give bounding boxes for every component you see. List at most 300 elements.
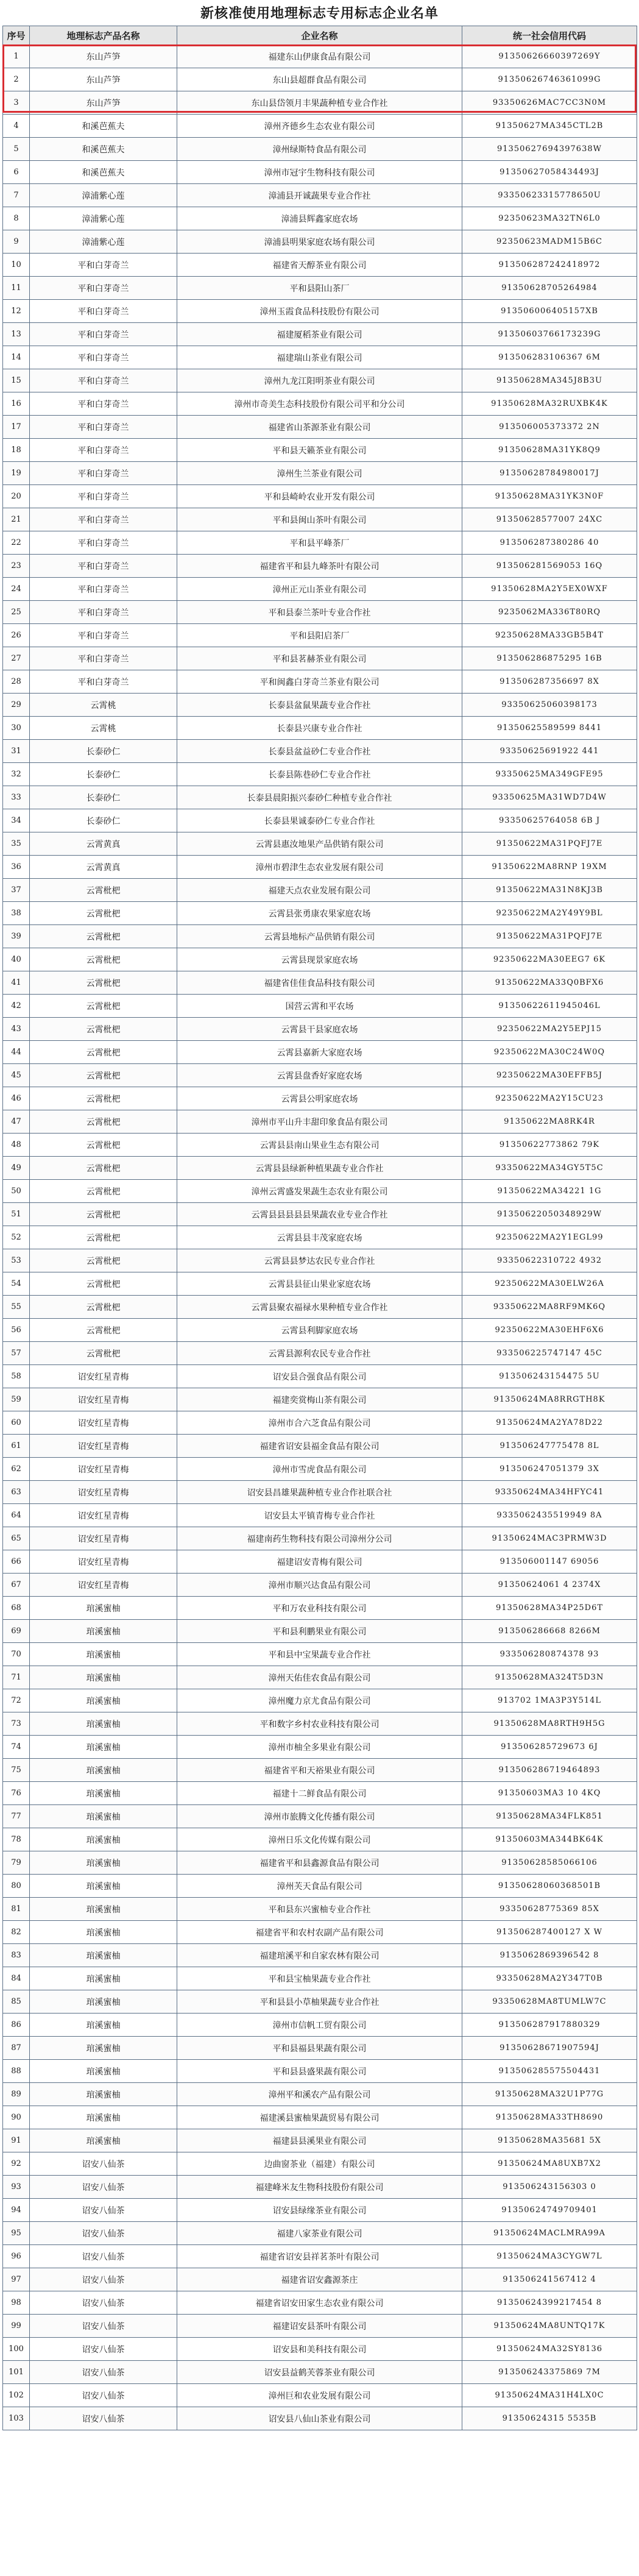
cell-product-name: 云霄桃 [30,717,177,740]
cell-credit-code: 91350628671907594J [462,2037,637,2060]
cell-index: 52 [3,1226,30,1249]
header-index: 序号 [3,26,30,45]
cell-index: 101 [3,2361,30,2384]
cell-product-name: 云霄枇杷 [30,971,177,995]
cell-company-name: 漳州市柚全多果业有限公司 [177,1736,462,1759]
cell-company-name: 平和县县小草柚果蔬专业合作社 [177,1990,462,2014]
table-header-row [3,26,637,45]
cell-credit-code: 92350622MA2Y49Y9BL [462,902,637,925]
cell-credit-code: 93350622MA8RF9MK6Q [462,1296,637,1319]
cell-credit-code: 91350624MA2YA78D22 [462,1411,637,1435]
cell-company-name: 平和县县盛果蔬有限公司 [177,2060,462,2083]
table-row [3,1064,637,1087]
cell-company-name: 漳州市信帆工贸有限公司 [177,2014,462,2037]
table-row [3,2361,637,2384]
cell-index: 55 [3,1296,30,1319]
cell-credit-code: 93350625764058 6B J [462,809,637,832]
cell-credit-code: 91350622MA31PQFJ7E [462,925,637,948]
cell-credit-code: 913506287242418972 [462,254,637,277]
cell-company-name: 福建峰米友生物科技股份有限公司 [177,2176,462,2199]
cell-index: 35 [3,832,30,856]
table-row [3,1481,637,1504]
cell-credit-code: 933506225747147 45C [462,1342,637,1365]
cell-credit-code: 913506283106367 6M [462,346,637,369]
cell-company-name: 福建十二鲜食品有限公司 [177,1782,462,1805]
cell-company-name: 福建省诏安县福金食品有限公司 [177,1435,462,1458]
cell-index: 43 [3,1018,30,1041]
cell-company-name: 福建省山茶源茶业有限公司 [177,416,462,439]
table-row [3,1990,637,2014]
table-row [3,832,637,856]
table-row [3,1666,637,1689]
cell-index: 37 [3,879,30,902]
cell-company-name: 福建瑞山茶业有限公司 [177,346,462,369]
cell-company-name: 漳州市雪虎食品有限公司 [177,1458,462,1481]
cell-index: 64 [3,1504,30,1527]
table-row [3,1388,637,1411]
cell-credit-code: 91350628MA31YK8Q9 [462,439,637,462]
cell-index: 88 [3,2060,30,2083]
cell-index: 6 [3,161,30,184]
table-row [3,879,637,902]
cell-index: 91 [3,2129,30,2152]
table-row [3,902,637,925]
table-row [3,508,637,531]
cell-credit-code: 91350628MA2Y5EX0WXF [462,578,637,601]
cell-company-name: 福建天点农业发展有限公司 [177,879,462,902]
cell-company-name: 诏安县和美科技有限公司 [177,2338,462,2361]
table-row [3,45,637,68]
cell-credit-code: 91350622MA33Q0BFX6 [462,971,637,995]
cell-index: 66 [3,1550,30,1574]
table-row [3,531,637,555]
cell-index: 7 [3,184,30,207]
cell-company-name: 平和县泰兰茶叶专业合作社 [177,601,462,624]
cell-product-name: 平和白芽奇兰 [30,647,177,670]
table-row [3,439,637,462]
cell-index: 12 [3,300,30,323]
cell-index: 96 [3,2245,30,2268]
cell-company-name: 东山县超群食品有限公司 [177,68,462,91]
table-row [3,2315,637,2338]
cell-product-name: 东山芦笋 [30,68,177,91]
cell-product-name: 琯溪蜜柚 [30,1990,177,2014]
cell-company-name: 漳州日乐文化传媒有限公司 [177,1828,462,1851]
cell-credit-code: 92350622MA2Y15CU23 [462,1087,637,1110]
cell-product-name: 琯溪蜜柚 [30,2106,177,2129]
table-row [3,786,637,809]
cell-index: 22 [3,531,30,555]
cell-credit-code: 913506281569053 16Q [462,555,637,578]
cell-credit-code: 913506287380286 40 [462,531,637,555]
cell-credit-code: 91350624399217454 8 [462,2291,637,2315]
cell-credit-code: 92350622MA30EFFB5J [462,1064,637,1087]
cell-company-name: 福建琯溪平和自家农林有限公司 [177,1944,462,1967]
cell-index: 28 [3,670,30,694]
table-row [3,670,637,694]
cell-credit-code: 91350624MA31H4LX0C [462,2384,637,2407]
table-row [3,416,637,439]
cell-company-name: 诏安县太平镇青梅专业合作社 [177,1504,462,1527]
table-row [3,184,637,207]
cell-company-name: 东山县岱领月丰果蔬种植专业合作社 [177,91,462,115]
cell-product-name: 琯溪蜜柚 [30,1921,177,1944]
cell-credit-code: 91350627058434493J [462,161,637,184]
cell-credit-code: 92350622MA30EEG7 6K [462,948,637,971]
cell-product-name: 平和白芽奇兰 [30,624,177,647]
cell-index: 42 [3,995,30,1018]
cell-product-name: 云霄黄真 [30,856,177,879]
cell-credit-code: 913506006405157XB [462,300,637,323]
cell-company-name: 漳州齐德乡生态农业有限公司 [177,115,462,138]
cell-credit-code: 93350626MAC7CC3N0M [462,91,637,115]
cell-credit-code: 91350628MA34P25D6T [462,1597,637,1620]
cell-company-name: 云霄县公明家庭农场 [177,1087,462,1110]
cell-product-name: 云霄枇杷 [30,1319,177,1342]
table-row [3,763,637,786]
cell-index: 32 [3,763,30,786]
cell-credit-code: 913506241567412 4 [462,2268,637,2291]
cell-product-name: 诏安八仙茶 [30,2222,177,2245]
cell-company-name: 福建省平和县鑫源食品有限公司 [177,1851,462,1875]
cell-product-name: 平和白芽奇兰 [30,277,177,300]
table-row [3,1550,637,1574]
table-row [3,138,637,161]
cell-product-name: 云霄枇杷 [30,1249,177,1272]
table-row [3,1921,637,1944]
cell-index: 51 [3,1203,30,1226]
cell-company-name: 平和县福县果蔬有限公司 [177,2037,462,2060]
cell-index: 56 [3,1319,30,1342]
cell-index: 97 [3,2268,30,2291]
cell-company-name: 福建省佳佳食品科技有限公司 [177,971,462,995]
cell-product-name: 东山芦笋 [30,91,177,115]
table-row [3,2152,637,2176]
cell-index: 50 [3,1180,30,1203]
cell-product-name: 平和白芽奇兰 [30,670,177,694]
cell-credit-code: 91350628MA34FLK851 [462,1805,637,1828]
table-row [3,1504,637,1527]
cell-index: 83 [3,1944,30,1967]
table-row [3,694,637,717]
cell-credit-code: 91350626660397269Y [462,45,637,68]
cell-credit-code: 91350624749709401 [462,2199,637,2222]
table-row [3,2060,637,2083]
cell-index: 80 [3,1875,30,1898]
cell-index: 9 [3,230,30,254]
cell-credit-code: 91350627MA345CTL2B [462,115,637,138]
cell-company-name: 漳州平和溪农产品有限公司 [177,2083,462,2106]
cell-product-name: 琯溪蜜柚 [30,1689,177,1712]
cell-credit-code: 91350603MA3 10 4KQ [462,1782,637,1805]
table-row [3,1689,637,1712]
cell-product-name: 诏安八仙茶 [30,2315,177,2338]
table-row [3,995,637,1018]
cell-index: 98 [3,2291,30,2315]
cell-product-name: 诏安红星青梅 [30,1550,177,1574]
table-row [3,925,637,948]
cell-credit-code: 91350628MA8RTH9H5G [462,1712,637,1736]
cell-company-name: 漳州魔力京尤食品有限公司 [177,1689,462,1712]
cell-company-name: 诏安县八仙山茶业有限公司 [177,2407,462,2430]
table-row [3,462,637,485]
table-row [3,1134,637,1157]
cell-index: 26 [3,624,30,647]
cell-credit-code: 913506243156303 0 [462,2176,637,2199]
cell-product-name: 漳浦紫心莲 [30,184,177,207]
cell-company-name: 漳浦县明果家庭农场有限公司 [177,230,462,254]
cell-index: 23 [3,555,30,578]
table-row [3,578,637,601]
cell-product-name: 琯溪蜜柚 [30,1967,177,1990]
cell-index: 85 [3,1990,30,2014]
cell-credit-code: 913506247051379 3X [462,1458,637,1481]
cell-index: 77 [3,1805,30,1828]
cell-index: 53 [3,1249,30,1272]
cell-credit-code: 91350626746361099G [462,68,637,91]
cell-index: 36 [3,856,30,879]
cell-product-name: 诏安八仙茶 [30,2407,177,2430]
cell-index: 30 [3,717,30,740]
cell-company-name: 福建奕赏梅山茶有限公司 [177,1388,462,1411]
table-row [3,948,637,971]
cell-product-name: 琯溪蜜柚 [30,1875,177,1898]
cell-credit-code: 92350628MA33GB5B4T [462,624,637,647]
cell-company-name: 漳州市合六芝食品有限公司 [177,1411,462,1435]
table-row [3,740,637,763]
cell-credit-code: 91350624061 4 2374X [462,1574,637,1597]
cell-credit-code: 91350628MA33TH8690 [462,2106,637,2129]
cell-product-name: 东山芦笋 [30,45,177,68]
cell-company-name: 云霄县县丰茂家庭农场 [177,1226,462,1249]
cell-product-name: 云霄枇杷 [30,1064,177,1087]
cell-company-name: 云霄县地标产品供销有限公司 [177,925,462,948]
table-row [3,1643,637,1666]
cell-product-name: 平和白芽奇兰 [30,369,177,392]
cell-index: 102 [3,2384,30,2407]
cell-index: 34 [3,809,30,832]
cell-product-name: 云霄枇杷 [30,879,177,902]
cell-company-name: 漳州绿斯特食品有限公司 [177,138,462,161]
cell-index: 54 [3,1272,30,1296]
cell-credit-code: 91350628784980017J [462,462,637,485]
cell-company-name: 漳州生兰茶业有限公司 [177,462,462,485]
cell-credit-code: 91350628MA32RUXBK4K [462,392,637,416]
table-row [3,2384,637,2407]
cell-company-name: 福建省诏安田家生态农业有限公司 [177,2291,462,2315]
cell-product-name: 诏安八仙茶 [30,2245,177,2268]
cell-index: 79 [3,1851,30,1875]
cell-index: 19 [3,462,30,485]
enterprise-table [2,26,637,2430]
cell-index: 76 [3,1782,30,1805]
cell-index: 47 [3,1110,30,1134]
cell-company-name: 云霄县县梦达农民专业合作社 [177,1249,462,1272]
cell-index: 27 [3,647,30,670]
cell-company-name: 福建诏安县茶叶有限公司 [177,2315,462,2338]
cell-credit-code: 91350628MA345J8B3U [462,369,637,392]
cell-credit-code: 913506285729673 6J [462,1736,637,1759]
cell-index: 93 [3,2176,30,2199]
cell-index: 71 [3,1666,30,1689]
cell-product-name: 云霄枇杷 [30,1157,177,1180]
cell-index: 5 [3,138,30,161]
cell-company-name: 平和县利鹏果业有限公司 [177,1620,462,1643]
table-row [3,1319,637,1342]
cell-credit-code: 91350628585066106 [462,1851,637,1875]
cell-company-name: 漳州市平山升丰甜印象食品有限公司 [177,1110,462,1134]
cell-product-name: 长泰砂仁 [30,786,177,809]
cell-index: 21 [3,508,30,531]
cell-company-name: 云霄县利脚家庭农场 [177,1319,462,1342]
cell-product-name: 诏安红星青梅 [30,1458,177,1481]
cell-credit-code: 913506005373372 2N [462,416,637,439]
cell-credit-code: 913506243154475 5U [462,1365,637,1388]
cell-index: 48 [3,1134,30,1157]
cell-company-name: 漳州市顺兴达食品有限公司 [177,1574,462,1597]
cell-product-name: 诏安红星青梅 [30,1365,177,1388]
cell-product-name: 琯溪蜜柚 [30,2129,177,2152]
table-row [3,485,637,508]
cell-company-name: 漳浦县辉鑫家庭农场 [177,207,462,230]
cell-product-name: 长泰砂仁 [30,809,177,832]
cell-company-name: 云霄县干县家庭农场 [177,1018,462,1041]
cell-product-name: 漳浦紫心莲 [30,207,177,230]
cell-company-name: 漳州玉霞食品科技股份有限公司 [177,300,462,323]
table-row [3,1272,637,1296]
cell-product-name: 云霄枇杷 [30,1134,177,1157]
cell-index: 99 [3,2315,30,2338]
cell-company-name: 福建省天醇茶业有限公司 [177,254,462,277]
cell-product-name: 漳浦紫心莲 [30,230,177,254]
cell-product-name: 琯溪蜜柚 [30,1712,177,1736]
cell-credit-code: 91350624MA8RRGTH8K [462,1388,637,1411]
table-row [3,277,637,300]
cell-credit-code: 913506287917880329 [462,2014,637,2037]
cell-index: 18 [3,439,30,462]
cell-index: 39 [3,925,30,948]
cell-company-name: 诏安县益鹤芙蓉茶业有限公司 [177,2361,462,2384]
cell-index: 4 [3,115,30,138]
cell-credit-code: 9235062MA336T80RQ [462,601,637,624]
cell-company-name: 漳州市碧津生态农业发展有限公司 [177,856,462,879]
cell-company-name: 平和县茗赫茶业有限公司 [177,647,462,670]
cell-credit-code: 913506287356697 8X [462,670,637,694]
table-row [3,1018,637,1041]
cell-index: 24 [3,578,30,601]
cell-product-name: 长泰砂仁 [30,740,177,763]
cell-credit-code: 913506286875295 16B [462,647,637,670]
table-row [3,856,637,879]
cell-product-name: 平和白芽奇兰 [30,323,177,346]
cell-index: 82 [3,1921,30,1944]
cell-index: 68 [3,1597,30,1620]
cell-credit-code: 91350627694397638W [462,138,637,161]
table-row [3,601,637,624]
cell-credit-code: 91350628577007 24XC [462,508,637,531]
cell-product-name: 和溪芭蕉夫 [30,115,177,138]
cell-index: 16 [3,392,30,416]
cell-credit-code: 93350628MA2Y347T0B [462,1967,637,1990]
cell-credit-code: 92350622MA30ELW26A [462,1272,637,1296]
cell-product-name: 云霄枇杷 [30,1087,177,1110]
cell-index: 65 [3,1527,30,1550]
cell-company-name: 福建县县溪果业有限公司 [177,2129,462,2152]
cell-credit-code: 933506280874378 93 [462,1643,637,1666]
cell-index: 17 [3,416,30,439]
table-row [3,1759,637,1782]
cell-credit-code: 91350622MA34221 1G [462,1180,637,1203]
cell-product-name: 云霄枇杷 [30,925,177,948]
table-row [3,2222,637,2245]
cell-product-name: 琯溪蜜柚 [30,1898,177,1921]
cell-company-name: 平和县天籁茶业有限公司 [177,439,462,462]
cell-company-name: 平和县平峰茶厂 [177,531,462,555]
table-row [3,1898,637,1921]
table-row [3,1157,637,1180]
cell-company-name: 云霄县盘香好家庭农场 [177,1064,462,1087]
cell-index: 86 [3,2014,30,2037]
cell-credit-code: 913702 1MA3P3Y514L [462,1689,637,1712]
cell-company-name: 长泰县盆鼠果蔬专业合作社 [177,694,462,717]
cell-product-name: 琯溪蜜柚 [30,1597,177,1620]
cell-credit-code: 91350628705264984 [462,277,637,300]
cell-company-name: 平和县中宝果蔬专业合作社 [177,1643,462,1666]
table-row [3,2268,637,2291]
cell-company-name: 福建省平和农村农副产品有限公司 [177,1921,462,1944]
cell-product-name: 云霄枇杷 [30,1110,177,1134]
table-row [3,1203,637,1226]
cell-index: 92 [3,2152,30,2176]
cell-credit-code: 91350622773862 79K [462,1134,637,1157]
cell-company-name: 平和闽鑫白芽奇兰茶业有限公司 [177,670,462,694]
table-row [3,300,637,323]
cell-product-name: 诏安八仙茶 [30,2338,177,2361]
cell-company-name: 长泰县兴康专业合作社 [177,717,462,740]
table-row [3,809,637,832]
cell-product-name: 诏安八仙茶 [30,2361,177,2384]
cell-index: 3 [3,91,30,115]
cell-company-name: 云霄县县绿新种植果蔬专业合作社 [177,1157,462,1180]
table-row [3,647,637,670]
cell-company-name: 诏安县合强食品有限公司 [177,1365,462,1388]
cell-credit-code: 92350622MA2Y1EGL99 [462,1226,637,1249]
table-row [3,717,637,740]
cell-index: 61 [3,1435,30,1458]
cell-credit-code: 91350603MA344BK64K [462,1828,637,1851]
cell-index: 95 [3,2222,30,2245]
cell-company-name: 福建诏安青梅有限公司 [177,1550,462,1574]
cell-company-name: 云霄县县县县县果蔬农业专业合作社 [177,1203,462,1226]
cell-index: 38 [3,902,30,925]
cell-index: 46 [3,1087,30,1110]
cell-index: 89 [3,2083,30,2106]
cell-product-name: 云霄枇杷 [30,1180,177,1203]
cell-credit-code: 91350628MA324T5D3N [462,1666,637,1689]
cell-index: 103 [3,2407,30,2430]
cell-credit-code: 913506286719464893 [462,1759,637,1782]
table-row [3,555,637,578]
cell-credit-code: 91350622611945046L [462,995,637,1018]
cell-credit-code: 92350623MA32TN6L0 [462,207,637,230]
cell-product-name: 平和白芽奇兰 [30,346,177,369]
cell-product-name: 平和白芽奇兰 [30,485,177,508]
table-row [3,1365,637,1388]
table-row [3,1041,637,1064]
table-row [3,1527,637,1550]
cell-company-name: 福建省诏安鑫源茶庄 [177,2268,462,2291]
cell-product-name: 云霄枇杷 [30,1203,177,1226]
